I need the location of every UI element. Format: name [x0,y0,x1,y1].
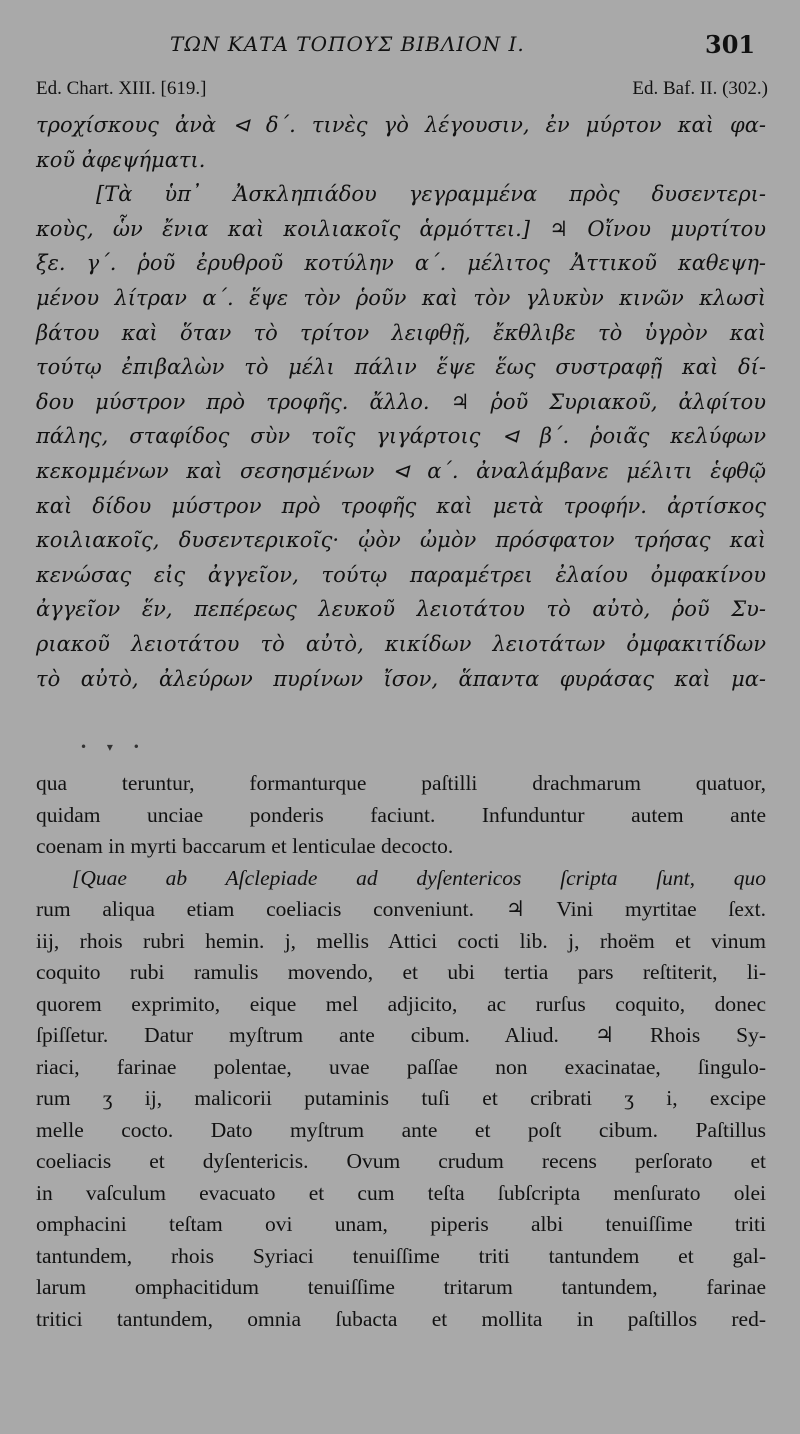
separator-ornament: • ▾ • [80,740,148,754]
greek-line: μένου λίτραν α΄. ἕψε τὸν ῥοῦν καὶ τὸν γλυκὺν κινῶν κλωσὶ [36,285,766,310]
edition-reference-left: Ed. Chart. XIII. [619.] [36,78,207,99]
latin-line: coquito rubi ramulis movendo, et ubi tertia pars reſtiterit, li- [36,960,766,984]
latin-line: tantundem, rhois Syriaci tenuiſſime triti tantundem et gal- [36,1243,766,1268]
greek-line: ριακοῦ λειοτάτου τὸ αὐτὸ, κικίδων λειοτάτων ὀμφακιτίδων [36,631,766,656]
greek-line: ἀγγεῖον ἕν, πεπέρεως λευκοῦ λειοτάτου τὸ αὐτὸ, ῥοῦ Συ- [36,597,766,622]
greek-line: δου μύστρον πρὸ τροφῆς. ἄλλο. ♃ ῥοῦ Συριακοῦ, ἀλφίτου [36,389,766,414]
latin-line: [Quae ab Aſclepiade ad dyſentericos ſcripta ſunt, quo [72,865,766,890]
greek-line: κοὺς, ὧν ἔνια καὶ κοιλιακοῖς ἁρμόττει.] ♃ Οἴνου μυρτίτου [36,216,766,241]
greek-line: τὸ αὐτὸ, ἀλεύρων πυρίνων ἴσον, ἅπαντα φυράσας καὶ μα- [36,666,766,691]
latin-line: qua teruntur, formanturque paſtilli drachmarum quatuor, [36,771,766,795]
latin-line: tritici tantundem, omnia ſubacta et mollita in paſtillos red- [36,1306,766,1331]
greek-line: ξε. γ΄. ῥοῦ ἐρυθροῦ κοτύλην α΄. μέλιτος Ἀττικοῦ καθεψη- [36,251,766,276]
greek-line: κοῦ ἀφεψήματι. [36,147,206,172]
page-number: 301 [705,30,756,59]
greek-line: τούτῳ ἐπιβαλὼν τὸ μέλι πάλιν ἕψε ἕως συστραφῇ καὶ δί- [36,355,766,380]
greek-line: πάλης, σταφίδος σὺν τοῖς γιγάρτοις ⊲ β΄. ῥοιᾶς κελύφων [36,424,766,449]
latin-line: coenam in myrti baccarum et lenticulae decocto. [36,834,454,858]
greek-line: κεκομμένων καὶ σεσησμένων ⊲ α΄. ἀναλάμβανε μέλιτι ἑφθῷ [36,458,766,483]
greek-line: τροχίσκους ἀνὰ ⊲ δ΄. τινὲς γὸ λέγουσιν, ἐν μύρτον καὶ φα- [36,113,766,137]
latin-line: ſpiſſetur. Datur myſtrum ante cibum. Aliud. ♃ Rhois Sy- [36,1023,766,1047]
greek-line: καὶ δίδου μύστρον πρὸ τροφῆς καὶ μετὰ τροφήν. ἀρτίσκος [36,493,766,518]
greek-line: βάτου καὶ ὅταν τὸ τρίτον λειφθῇ, ἔκθλιβε τὸ ὑγρὸν καὶ [36,320,766,345]
page-header [0,30,800,70]
latin-text-block [36,768,766,1335]
latin-line: quorem exprimito, eique mel adjicito, ac rurſus coquito, donec [36,991,766,1016]
greek-line: [Τὰ ὑπ᾽ Ἀσκληπιάδου γεγραμμένα πρὸς δυσεντερι- [96,182,766,207]
running-title: ΤΩΝ ΚΑΤΑ ΤΟΠΟΥΣ ΒΙΒΛΙΟΝ Ι. [170,32,525,56]
latin-line: iij, rhois rubri hemin. j, mellis Attici cocti lib. j, rhoëm et vinum [36,928,766,953]
latin-line: larum omphacitidum tenuiſſime tritarum tantundem, farinae [36,1275,766,1299]
latin-line: rum aliqua etiam coeliacis conveniunt. ♃ Vini myrtitae ſext. [36,897,766,921]
latin-line: coeliacis et dyſentericis. Ovum crudum recens perſorato et [36,1149,766,1173]
greek-line: κοιλιακοῖς, δυσεντερικοῖς· ᾠὸν ὠμὸν πρόσφατον τρήσας καὶ [36,528,766,553]
edition-reference-right: Ed. Baf. II. (302.) [632,78,768,99]
greek-text-block [36,108,766,696]
latin-line: melle cocto. Dato myſtrum ante et poſt cibum. Paſtillus [36,1117,766,1142]
greek-line: κενώσας εἰς ἀγγεῖον, τούτῳ παραμέτρει ἐλαίου ὀμφακίνου [36,562,766,587]
latin-line: omphacini teſtam ovi unam, piperis albi tenuiſſime triti [36,1212,766,1236]
latin-line: riaci, farinae polentae, uvae paſſae non exacinatae, ſingulo- [36,1054,766,1079]
latin-line: rum ʒ ij, malicorii putaminis tuſi et cribrati ʒ i, excipe [36,1086,766,1110]
latin-line: quidam unciae ponderis faciunt. Infunduntur autem ante [36,802,766,827]
latin-line: in vaſculum evacuato et cum teſta ſubſcripta menſurato olei [36,1180,766,1205]
